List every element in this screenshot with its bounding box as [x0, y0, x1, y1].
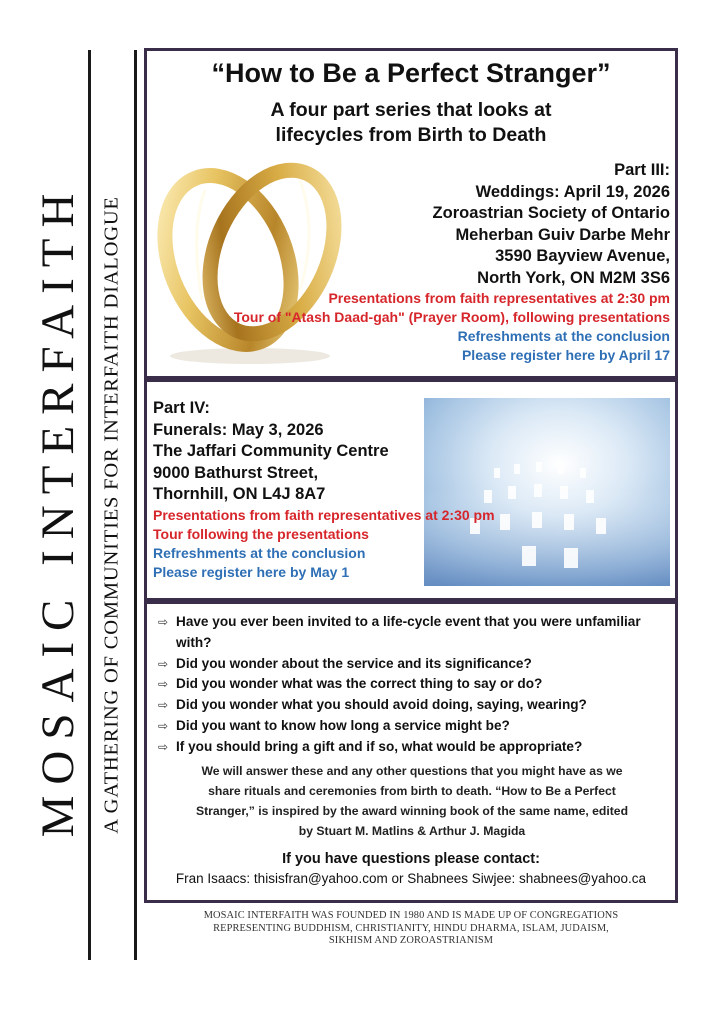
arrow-icon: ⇨ [158, 656, 169, 671]
side-divider-right [134, 50, 137, 960]
part3-line: Meherban Guiv Darbe Mehr [455, 225, 670, 244]
part3-tour: Tour of "Atash Daad-gah" (Prayer Room), following presentations [233, 309, 670, 325]
part3-line: 3590 Bayview Avenue, [495, 247, 670, 265]
answer-line: Stranger,” is inspired by the award winning book of the same name, edited [195, 804, 629, 818]
side-title-subtitle-text: A GATHERING OF COMMUNITIES FOR INTERFAITH DIALOGUE [100, 196, 123, 834]
list-item: ⇨ If you should bring a gift and if so, what would be appropriate? [158, 737, 673, 758]
footer-line: MOSAIC INTERFAITH WAS FOUNDED IN 1980 AND IS MADE UP OF CONGREGATIONS [203, 910, 619, 921]
arrow-icon: ⇨ [158, 698, 169, 713]
side-title-subtitle [92, 0, 132, 1024]
list-item: ⇨ Did you wonder about the service and its significance? [158, 654, 673, 675]
contact-line[interactable]: Fran Isaacs: thisisfran@yahoo.com or Shabnees Siwjee: shabnees@yahoo.ca [175, 871, 647, 886]
subtitle-line: lifecycles from Birth to Death [275, 124, 547, 146]
arrow-icon: ⇨ [158, 718, 169, 733]
part4-register-link[interactable]: Please register here by May 1 [153, 563, 350, 580]
part3-section [234, 160, 670, 365]
list-item: ⇨ Did you wonder what you should avoid doing, saying, wearing? [158, 695, 673, 716]
part4-section [153, 398, 495, 582]
part3-line: Weddings: April 19, 2026 [475, 182, 670, 201]
list-item: ⇨ Did you wonder what was the correct thing to say or do? [158, 674, 673, 695]
page-subtitle [147, 98, 675, 148]
side-title-main-text: MOSAIC INTERFAITH [32, 182, 84, 838]
part3-line: Zoroastrian Society of Ontario [432, 204, 670, 222]
arrow-icon: ⇨ [158, 677, 169, 692]
footer-line: REPRESENTING BUDDHISM, CHRISTIANITY, HINDU DHARMA, ISLAM, JUDAISM, [213, 922, 609, 934]
contact-heading: If you have questions please contact: [282, 851, 540, 867]
part4-line: 9000 Bathurst Street, [153, 463, 319, 482]
answer-line: share rituals and ceremonies from birth to death. “How to Be a Perfect [208, 784, 616, 798]
part4-line: Thornhill, ON L4J 8A7 [153, 485, 326, 503]
section-divider-1 [144, 376, 678, 382]
part3-refreshments: Refreshments at the conclusion [457, 328, 670, 344]
side-divider-left [88, 50, 91, 960]
answer-line: We will answer these and any other questions that you might have as we [201, 764, 623, 778]
list-item: ⇨ Did you want to know how long a service might be? [158, 716, 673, 737]
section-divider-2 [144, 598, 678, 604]
part4-presentations: Presentations from faith representatives at 2:30 pm [153, 506, 495, 523]
subtitle-line: A four part series that looks at [270, 99, 552, 121]
questions-list [158, 612, 673, 758]
list-item: ⇨ Have you ever been invited to a life-cycle event that you were unfamiliar with? [158, 614, 641, 650]
part3-line: North York, ON M2M 3S6 [477, 268, 670, 287]
part4-refreshments: Refreshments at the conclusion [153, 544, 366, 561]
footer-line: SIKHISM AND ZOROASTRIANISM [328, 935, 494, 946]
part4-line: The Jaffari Community Centre [153, 442, 389, 460]
arrow-icon: ⇨ [158, 615, 169, 629]
side-title-main [28, 0, 88, 1024]
part4-line: Part IV: [153, 399, 210, 417]
footer-note [147, 910, 675, 948]
answer-line: by Stuart M. Matlins & Arthur J. Magida [298, 824, 526, 838]
part3-register-link[interactable]: Please register here by April 17 [461, 347, 670, 363]
arrow-icon: ⇨ [158, 739, 169, 754]
part3-presentations: Presentations from faith representatives at 2:30 pm [328, 290, 670, 306]
part4-line: Funerals: May 3, 2026 [153, 420, 324, 439]
part3-line: Part III: [614, 161, 670, 179]
page-title: “How to Be a Perfect Stranger” [211, 58, 611, 88]
answer-paragraph [150, 761, 674, 841]
part4-tour: Tour following the presentations [153, 525, 369, 542]
